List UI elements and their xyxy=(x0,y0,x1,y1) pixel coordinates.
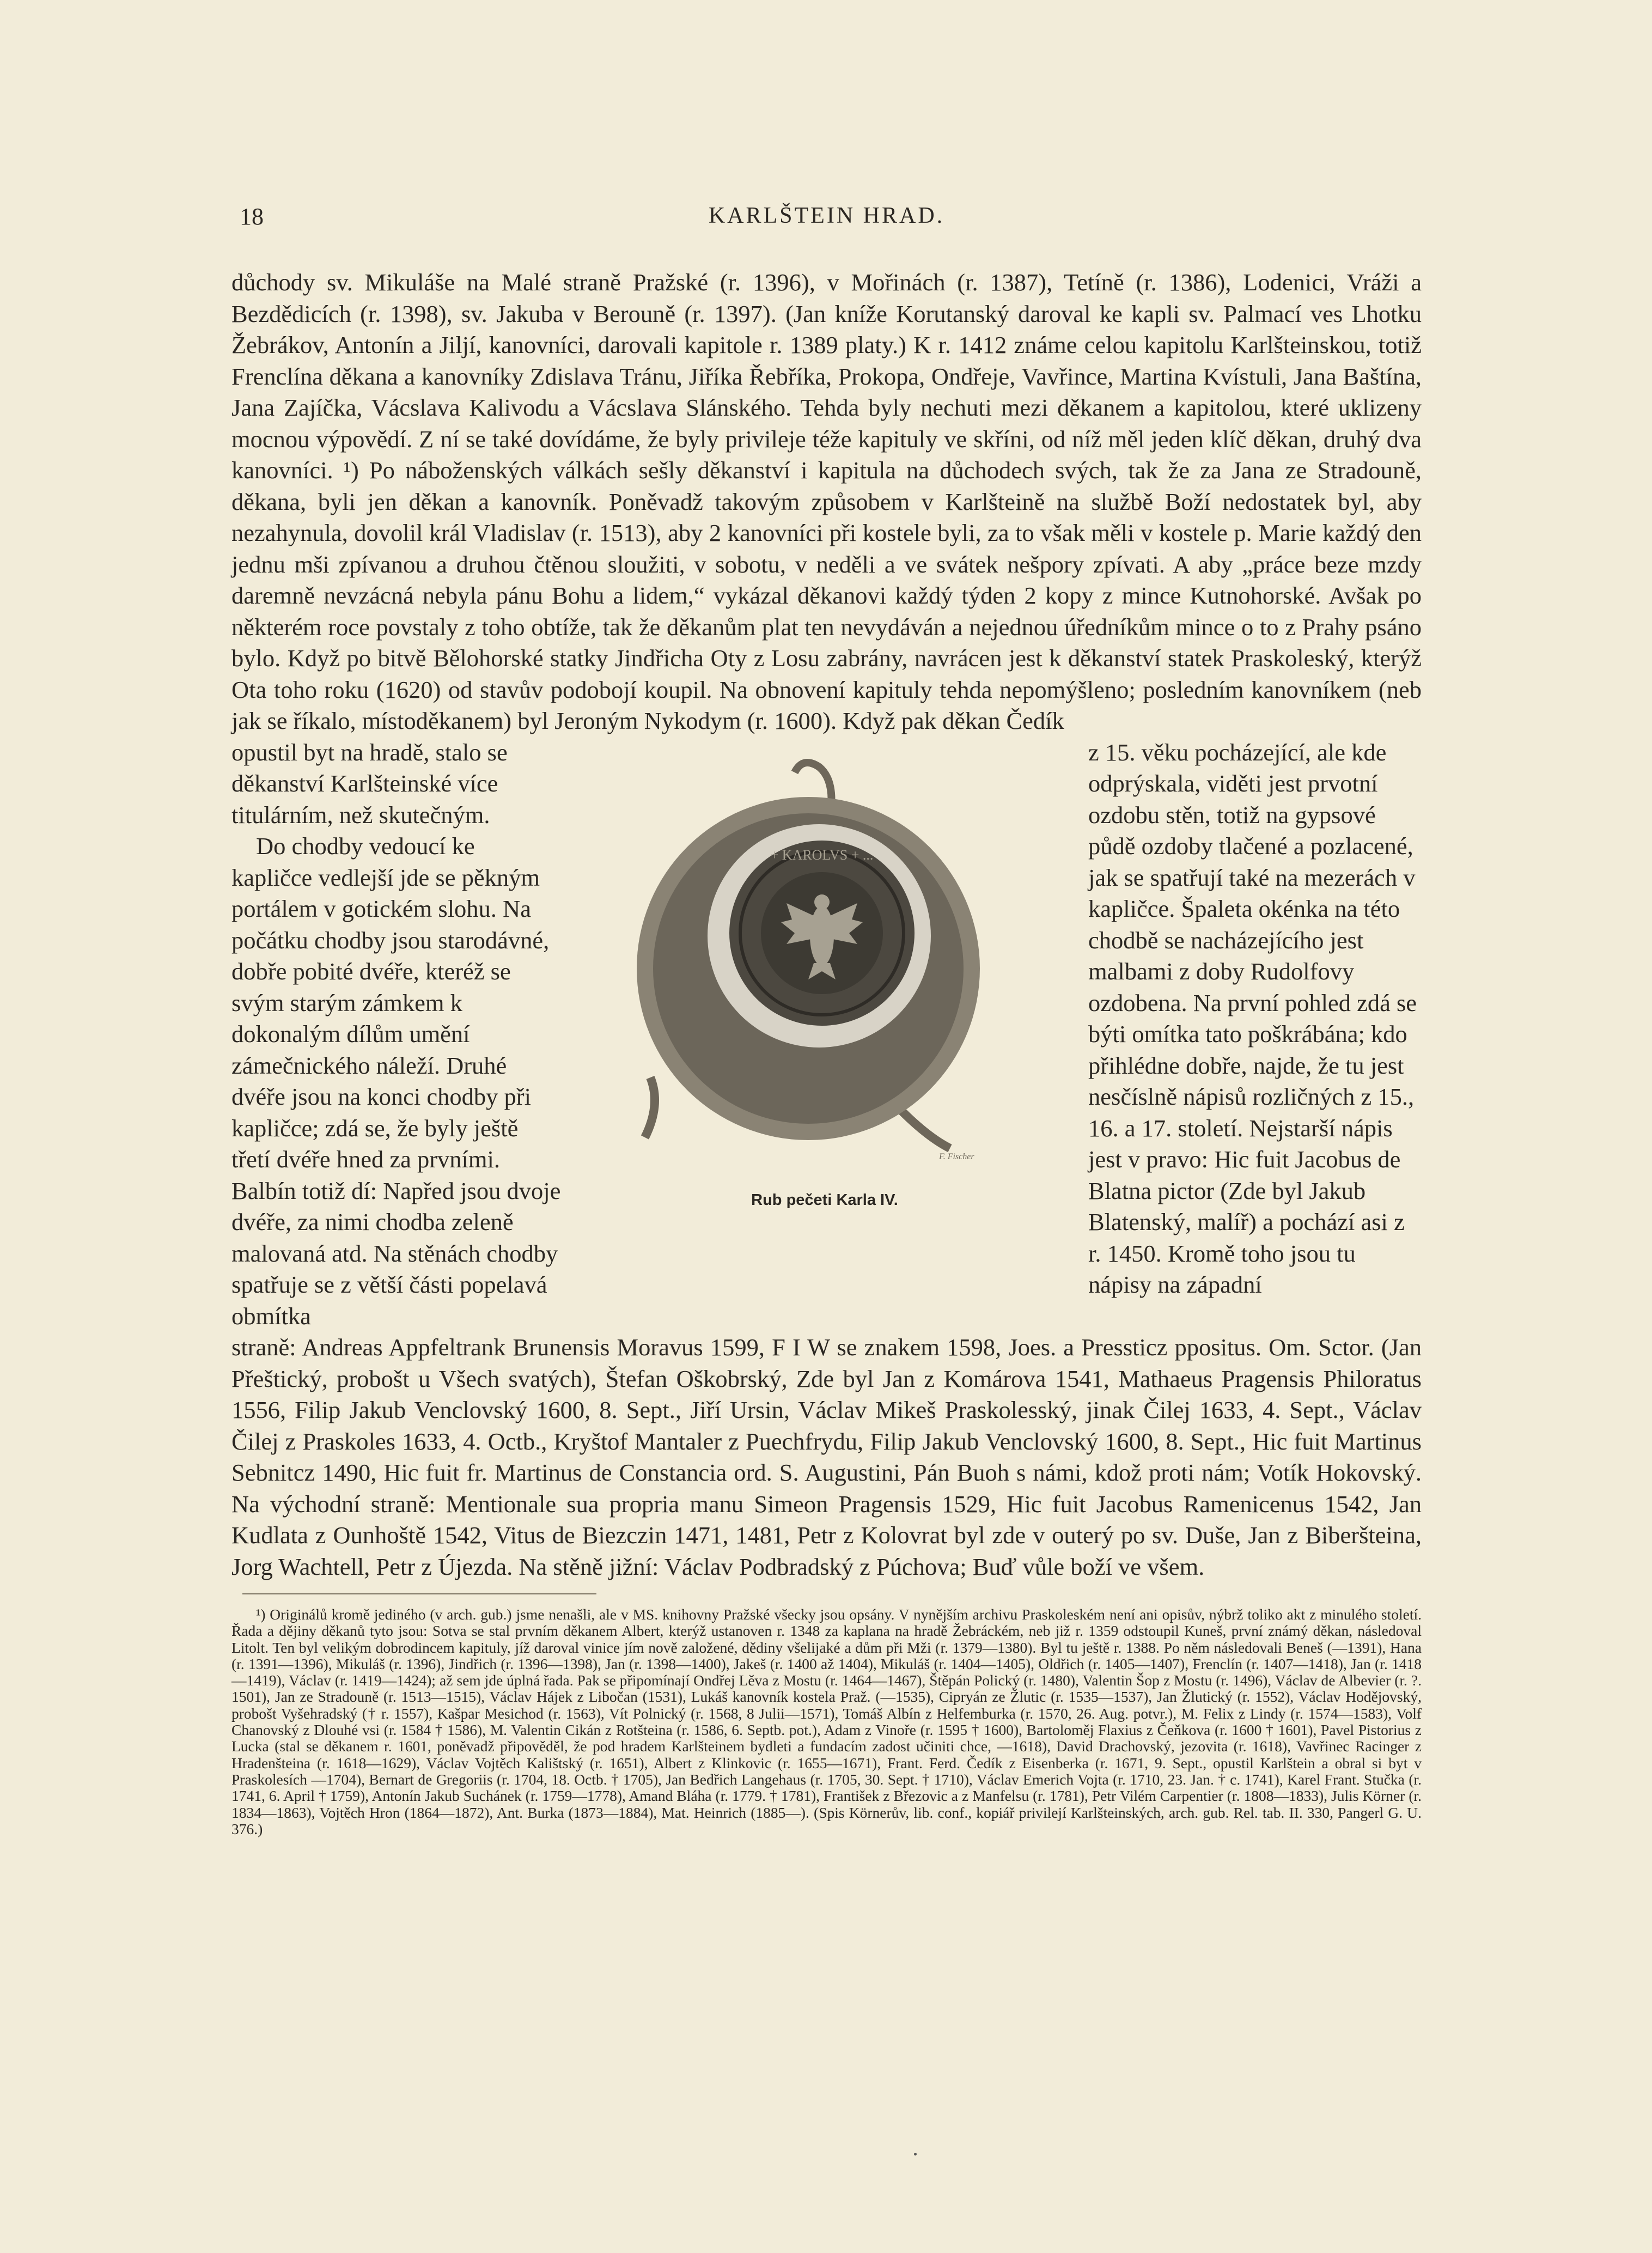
outro-paragraph: straně: Andreas Appfeltrank Brunensis Moravus 1599, F I W se znakem 1598, Joes. a Pressticz ppositus. Om. Sctor. (Jan Přeštický, probošt u Všech svatých), Štefan Oškobrský, Zde byl Jan z Komárova 1541, Mathaeus Pragensis Philoratus 1556, Filip Jakub Venclovský 1600, 8. Sept., Jiří Ursin, Václav Mikeš Praskolesský, jinak Čilej 1633, 4. Sept., Václav Čilej z Praskoles 1633, 4. Octb., Kryštof Mantaler z Puechfrydu, Filip Jakub Venclovský 1600, 8. Sept., Hic fuit Martinus Sebnitcz 1490, Hic fuit fr. Martinus de Constancia ord. S. Augustini, Pán Buoh s námi, kdož proti nám; Votík Hokovský. Na východní straně: Mentionale sua propria manu Simeon Pragensis 1529, Hic fuit Jacobus Ramenicenus 1542, Jan Kudlata z Ounhoště 1542, Vitus de Biezczin 1471, 1481, Petr z Kolovrat byl zde v outerý po sv. Duše, Jan z Biberšteina, Jorg Wachtell, Petr z Újezda. Na stěně jižní: Václav Podbradský z Púchova; Buď vůle boží ve všem. xyxy=(231,1333,1422,1580)
seal-legend: + KAROLVS + ... xyxy=(770,847,874,863)
left-column-paragraph-2: Do chodby vedoucí ke kapličce vedlejší jde se pěkným portálem v gotickém slohu. Na počátku chodby jsou starodávné, dobře pobité dvéře, kteréž se svým starým zámkem k dokonalým dílům umění zámečnického náleží. Druhé dvéře jsou na konci chodby při kapličce; zdá se, že byly ještě třetí dvéře hned za prvními. Balbín totiž dí: Napřed jsou dvoje dvéře, za nimi chodba zeleně malovaná atd. Na stěnách chodby spatřuje se z větší části popelavá obmítka xyxy=(231,832,561,1330)
footnote-divider xyxy=(242,1593,596,1594)
intro-paragraph: důchody sv. Mikuláše na Malé straně Pražské (r. 1396), v Mořinách (r. 1387), Tetíně (r. 1386), Lodenici, Vráži a Bezdědicích (r. 1398), sv. Jakuba v Berouně (r. 1397). (Jan kníže Korutanský daroval ke kapli sv. Palmací ves Lhotku Žebrákov, Antonín a Jiljí, kanovníci, darovali kapitole r. 1389 platy.) K r. 1412 známe celou kapitolu Karlšteinskou, totiž Frenclína děkana a kanovníky Zdislava Tránu, Jiříka Řebříka, Prokopa, Ondřeje, Vavřince, Martina Kvístuli, Jana Baštína, Jana Zajíčka, Vácslava Kalivodu a Vácslava Slánského. Tehda byly nechuti mezi děkanem a kapitolou, které uklizeny mocnou výpovědí. Z ní se také dovídáme, že byly privileje téže kapituly ve skříni, od níž měl jeden klíč děkan, druhý dva kanovníci. ¹) Po náboženských válkách sešly děkanství i kapitula na důchodech svých, tak že za Jana ze Stradouně, děkana, byli jen děkan a kanovník. Poněvadž takovým způsobem v Karlšteině na službě Boží nedostatek byl, aby nezahynula, dovolil král Vladislav (r. 1513), aby 2 kanovníci při kostele byli, za to však měli v kostele p. Marie každý den jednu mši zpívanou a druhou čtěnou sloužiti, v sobotu, v neděli a ve svátek nešpory zpívati. A aby „práce beze mzdy daremně nevzácná nebyla pánu Bohu a lidem,“ vykázal děkanovi každý týden 2 kopy z mince Kutnohorské. Avšak po některém roce povstaly z toho obtíže, tak že děkanům plat ten nevydáván a nejednou úředníkům mince o to z Prahy psáno bylo. Když po bitvě Bělohorské statky Jindřicha Oty z Losu zabrány, navrácen jest k děkanství statek Praskoleský, kterýž Ota toho roku (1620) od stavův podobojí koupil. Na obnovení kapituly tehda nepomýšleno; posledním kanovníkem (neb jak se říkalo, místoděkanem) byl Jeroným Nykodym (r. 1600). Když pak děkan Čedík xyxy=(231,269,1422,734)
page-header xyxy=(231,203,1422,235)
figure-caption: Rub pečeti Karla IV. xyxy=(751,1191,898,1209)
engraver-mark: F. Fischer xyxy=(939,1152,974,1161)
text-around-figure xyxy=(231,737,1422,1332)
left-column-paragraph-1: opustil byt na hradě, stalo se děkanství Karlšteinské více titulárním, než skutečným. xyxy=(231,738,508,829)
right-column-paragraph: z 15. věku pocházející, ale kde odprýskala, viděti jest prvotní ozdobu stěn, totiž na gypsové půdě ozdoby tlačené a pozlacené, jak se spatřují také na mezerách v kapličce. Špaleta okénka na této chodbě se nacházejícího jest malbami z doby Rudolfovy ozdobena. Na první pohled zdá se býti omítka tato poškrábána; kdo přihlédne dobře, najde, že tu jest nesčíslně nápisů rozličných z 15., 16. a 17. století. Nejstarší nápis jest v pravo: Hic fuit Jacobus de Blatna pictor (Zde byl Jakub Blatenský, malíř) a pochází asi z r. 1450. Kromě toho jsou tu nápisy na západní xyxy=(1088,738,1417,1298)
seal-illustration xyxy=(580,756,1070,1192)
right-column xyxy=(1088,737,1422,1332)
main-text xyxy=(231,267,1422,1582)
left-column xyxy=(231,737,561,1332)
seal-figure xyxy=(580,756,1070,1225)
running-title: KARLŠTEIN HRAD. xyxy=(708,203,945,228)
footnotes xyxy=(231,1593,1422,1837)
seal-cord-right xyxy=(901,1110,950,1148)
seal-cord-left xyxy=(645,1077,655,1137)
page-number: 18 xyxy=(240,203,264,230)
footnote-1: ¹) Originálů kromě jediného (v arch. gub.) jsme nenašli, ale v MS. knihovny Pražské všecky jsou opsány. V nynějším archivu Praskoleském není ani opisův, nýbrž toliko akt z minulého století. Řada a dějiny děkanů tyto jsou: Sotva se stal prvním děkanem Albert, kterýž ustanoven r. 1348 za kaplana na hradě Žebráckém, neb již r. 1359 odstoupil Kuneš, první známý děkan, následoval Litolt. Ten byl velikým dobrodincem kapituly, jíž daroval vinice jím nově založené, dědiny všelijaké a dům při Mži (r. 1379—1380). Byl tu ještě r. 1388. Po něm následovali Beneš (—1391), Hana (r. 1391—1396), Mikuláš (r. 1396), Jindřich (r. 1396—1398), Jan (r. 1398—1400), Jakeš (r. 1400 až 1404), Mikuláš (r. 1404—1405), Oldřich (r. 1405—1407), Frenclín (r. 1407—1418), Jan (r. 1418—1419), Václav (r. 1419—1424); až sem jde úplná řada. Pak se připomínají Ondřej Lěva z Mostu (r. 1464—1467), Štěpán Polický (r. 1480), Valentin Šop z Mostu (r. 1496), Václav de Albevier (r. ?. 1501), Jan ze Stradouně (r. 1513—1515), Václav Hájek z Libočan (1531), Lukáš kanovník kostela Praž. (—1535), Cipryán ze Žlutic (r. 1535—1537), Jan Žlutický (r. 1552), Václav Hodějovský, probošt Vyšehradský († r. 1557), Kašpar Mesichod (r. 1563), Vít Polnický (r. 1568, 8 Julii—1571), Tomáš Albín z Helfemburka (r. 1570, 26. Aug. potvr.), M. Felix z Lindy (r. 1574—1583), Volf Chanovský z Dlouhé vsi (r. 1584 † 1586), M. Valentin Cikán z Rotšteina (r. 1586, 6. Septb. pot.), Adam z Vinoře (r. 1595 † 1600), Bartoloměj Flaxius z Čeňkova (r. 1600 † 1601), Pavel Pistorius z Lucka (stal se děkanem r. 1601, poněvadž připověděl, že pod hradem Karlšteinem bydleti a fundacím zadost učiniti chce, —1618), David Drachovský, jezovita (r. 1618), Vavřinec Racinger z Hradenšteina (r. 1618—1629), Václav Vojtěch Kalištský (r. 1651), Albert z Klinkovic (r. 1655—1671), Frant. Ferd. Čedík z Eisenberka (r. 1671, 9. Sept., opustil Karlštein a obral si byt v Praskolesích —1704), Bernart de Gregoriis (r. 1704, 18. Octb. † 1705), Jan Bedřich Langehaus (r. 1705, 30. Sept. † 1710), Václav Emerich Vojta (r. 1710, 23. Jan. † c. 1741), Karel Frant. Stučka (r. 1741, 6. April † 1759), Antonín Jakub Suchánek (r. 1759—1778), Amand Bláha (r. 1779. † 1781), František z Březovic a z Manfelsu (r. 1781), Petr Vilém Carpentier (r. 1808—1833), Julis Körner (r. 1834—1863), Vojtěch Hron (1864—1872), Ant. Burka (1873—1884), Mat. Heinrich (1885—). (Spis Körnerův, lib. conf., kopiář privilejí Karlšteinských, arch. gub. Rel. tab. II. 330, Pangerl G. U. 376.) xyxy=(231,1606,1422,1837)
print-speck xyxy=(914,2153,917,2155)
